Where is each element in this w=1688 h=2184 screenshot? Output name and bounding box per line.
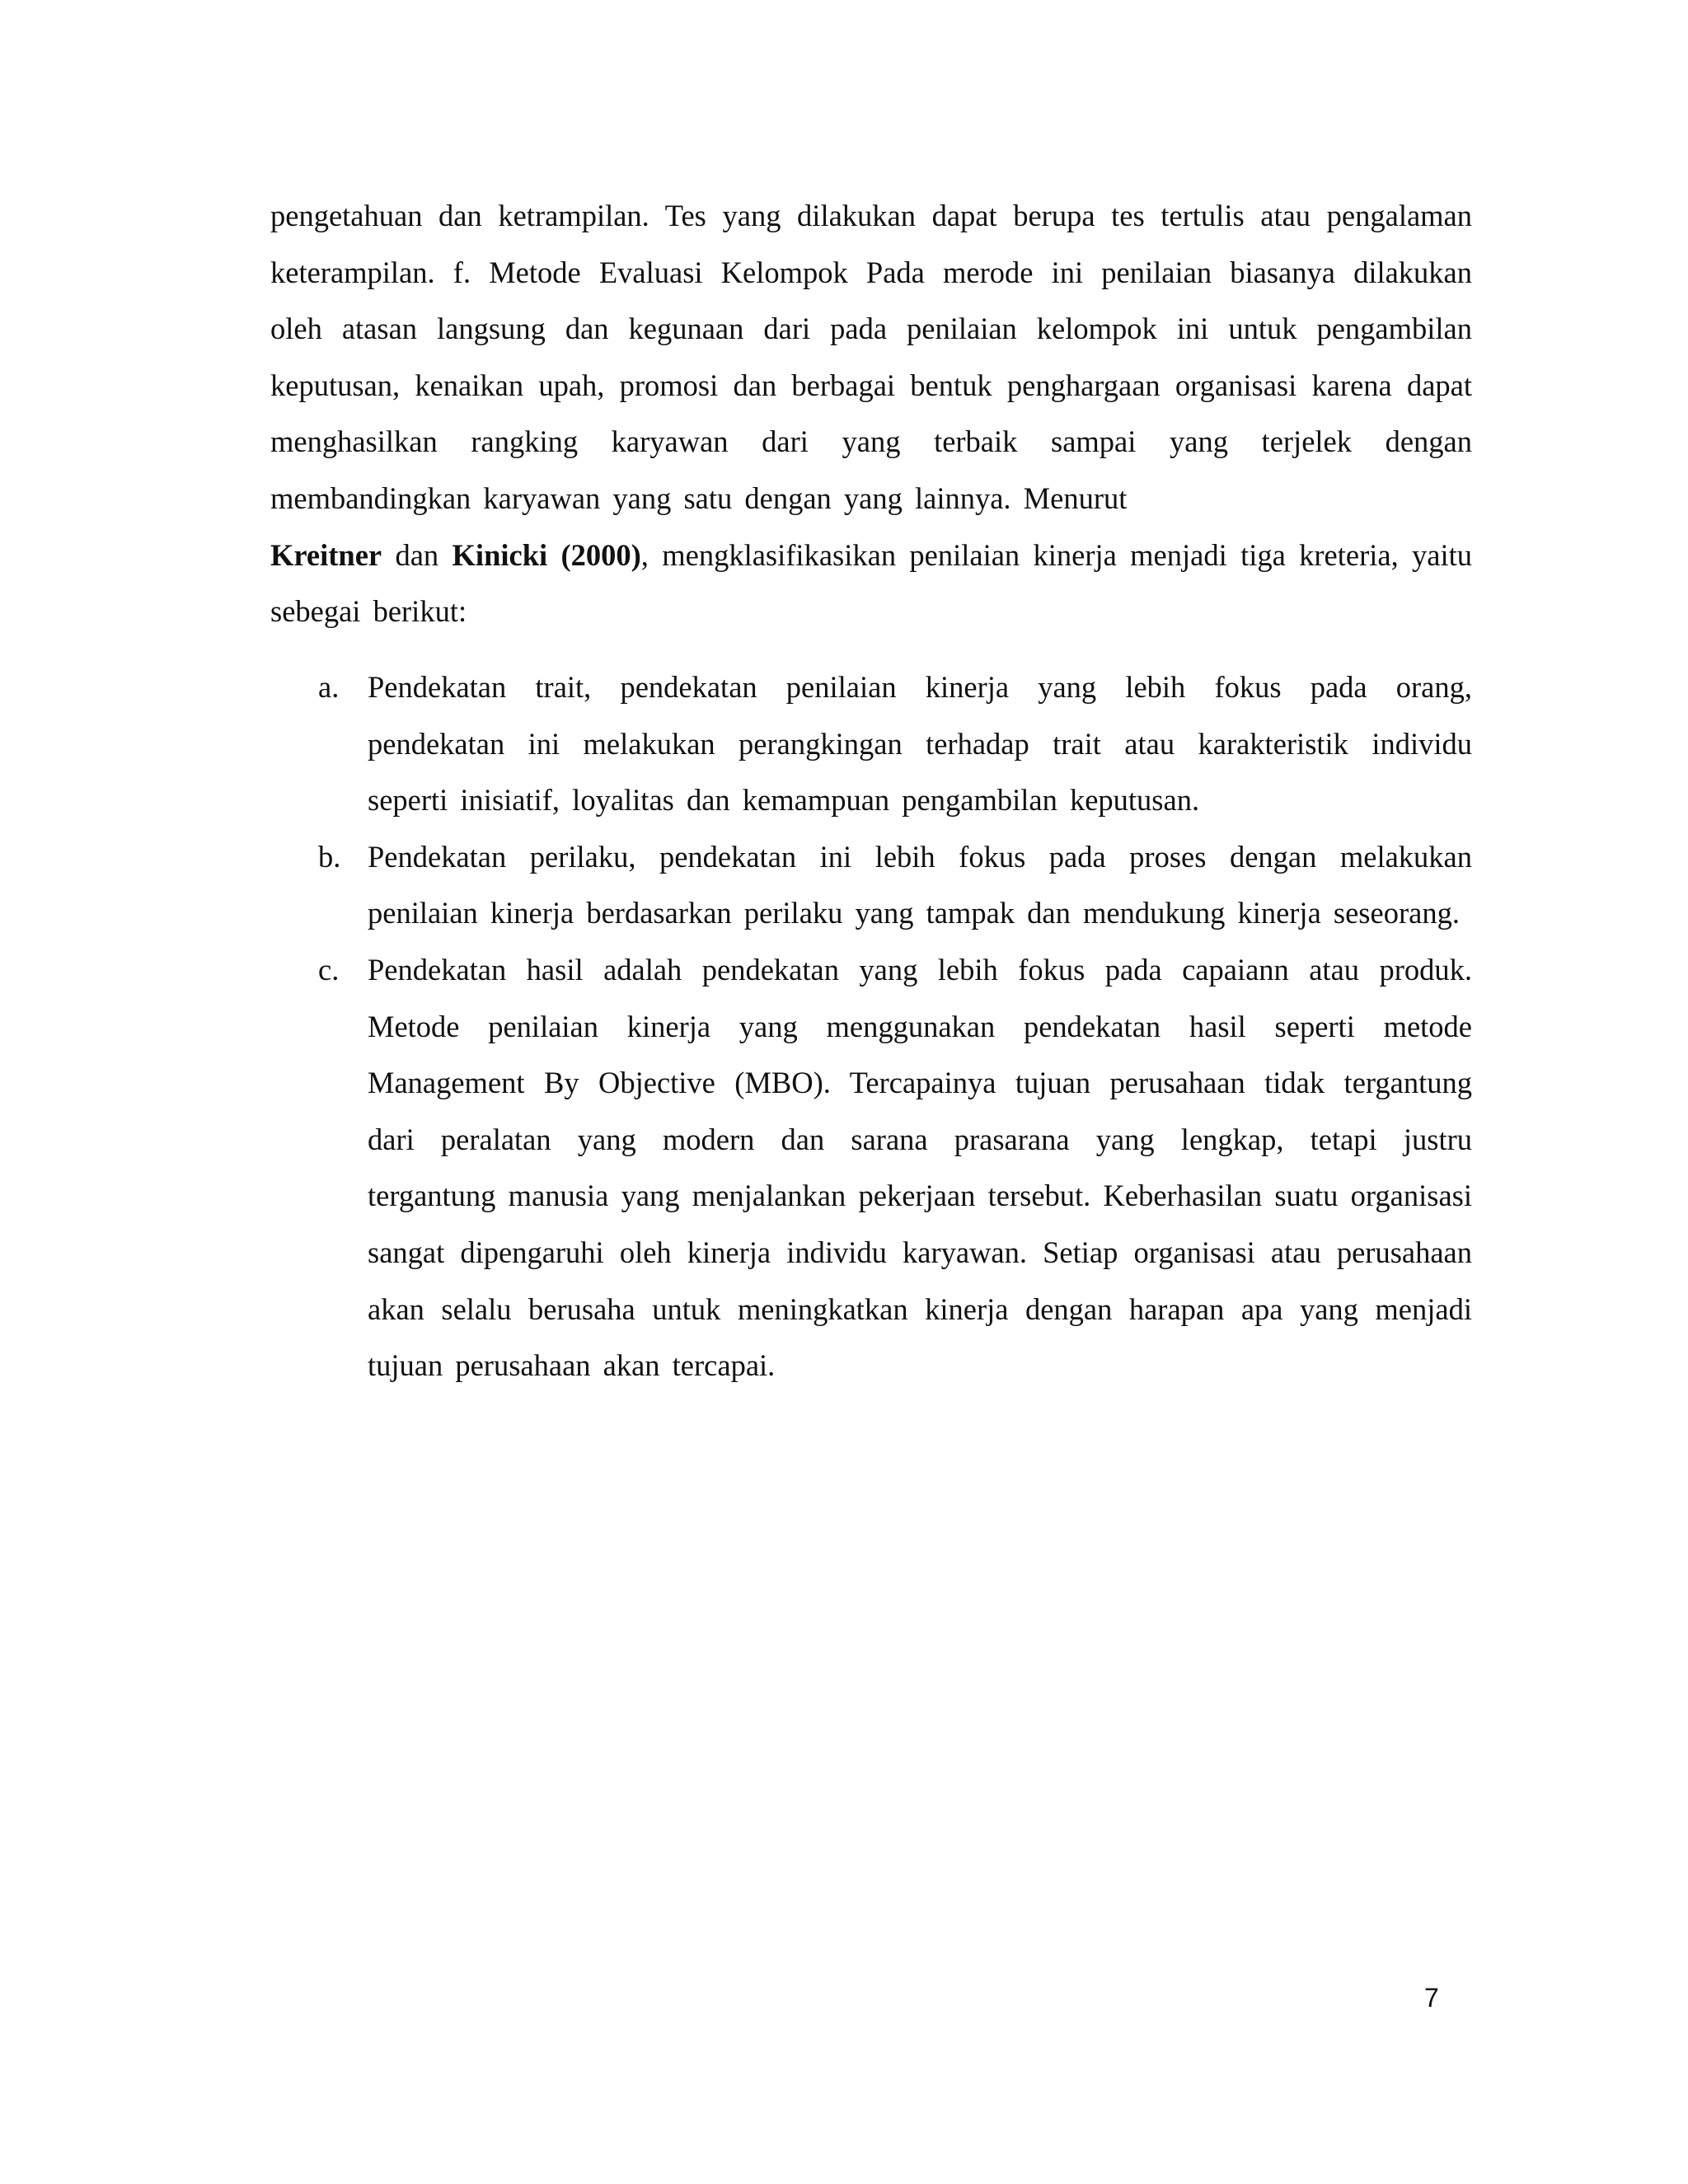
author-kreitner: Kreitner <box>270 537 382 572</box>
list-marker: b. <box>318 839 341 874</box>
paragraph-text-2: , mengklasifikasikan penilaian kinerja menjadi tiga kreteria, yaitu sebegai berikut: <box>270 537 1473 629</box>
list-item-a <box>318 659 1472 829</box>
paragraph-text-1: pengetahuan dan ketrampilan. Tes yang dilakukan dapat berupa tes tertulis atau pengalaman keterampilan. f. Metode Evaluasi Kelompok Pada merode ini penilaian biasanya dilakukan oleh atasan langsung dan kegunaan dari pada penilaian kelompok ini untuk pengambilan keputusan, kenaikan upah, promosi dan berbagai bentuk penghargaan organisasi karena dapat menghasilkan rangking karyawan dari yang terbaik sampai yang terjelek dengan membandingkan karyawan yang satu dengan yang lainnya. Menurut <box>270 199 1472 515</box>
list-item-text: Pendekatan trait, pendekatan penilaian kinerja yang lebih fokus pada orang, pendekatan ini melakukan perangkingan terhadap trait atau karakteristik individu seperti inisiatif, loyalitas dan kemampuan pengambilan keputusan. <box>368 670 1472 818</box>
body-paragraph <box>270 188 1472 640</box>
criteria-list <box>318 659 1472 1394</box>
list-item-text: Pendekatan hasil adalah pendekatan yang lebih fokus pada capaiann atau produk. Metode penilaian kinerja yang menggunakan pendekatan hasil seperti metode Management By Objective (MBO). Tercapainya tujuan perusahaan tidak tergantung dari peralatan yang modern dan sarana prasarana yang lengkap, tetapi justru tergantung manusia yang menjalankan pekerjaan tersebut. Keberhasilan suatu organisasi sangat dipengaruhi oleh kinerja individu karyawan. Setiap organisasi atau perusahaan akan selalu berusaha untuk meningkatkan kinerja dengan harapan apa yang menjadi tujuan perusahaan akan tercapai. <box>368 952 1472 1383</box>
list-item-c <box>318 942 1472 1394</box>
list-item-b <box>318 829 1472 942</box>
list-marker: c. <box>318 952 340 987</box>
page-number: 7 <box>1424 1983 1439 2013</box>
list-item-text: Pendekatan perilaku, pendekatan ini lebih fokus pada proses dengan melakukan penilaian kinerja berdasarkan perilaku yang tampak dan mendukung kinerja seseorang. <box>368 839 1472 930</box>
connector-text: dan <box>395 537 439 572</box>
author-kinicki: Kinicki (2000) <box>452 537 641 572</box>
list-marker: a. <box>318 670 340 704</box>
